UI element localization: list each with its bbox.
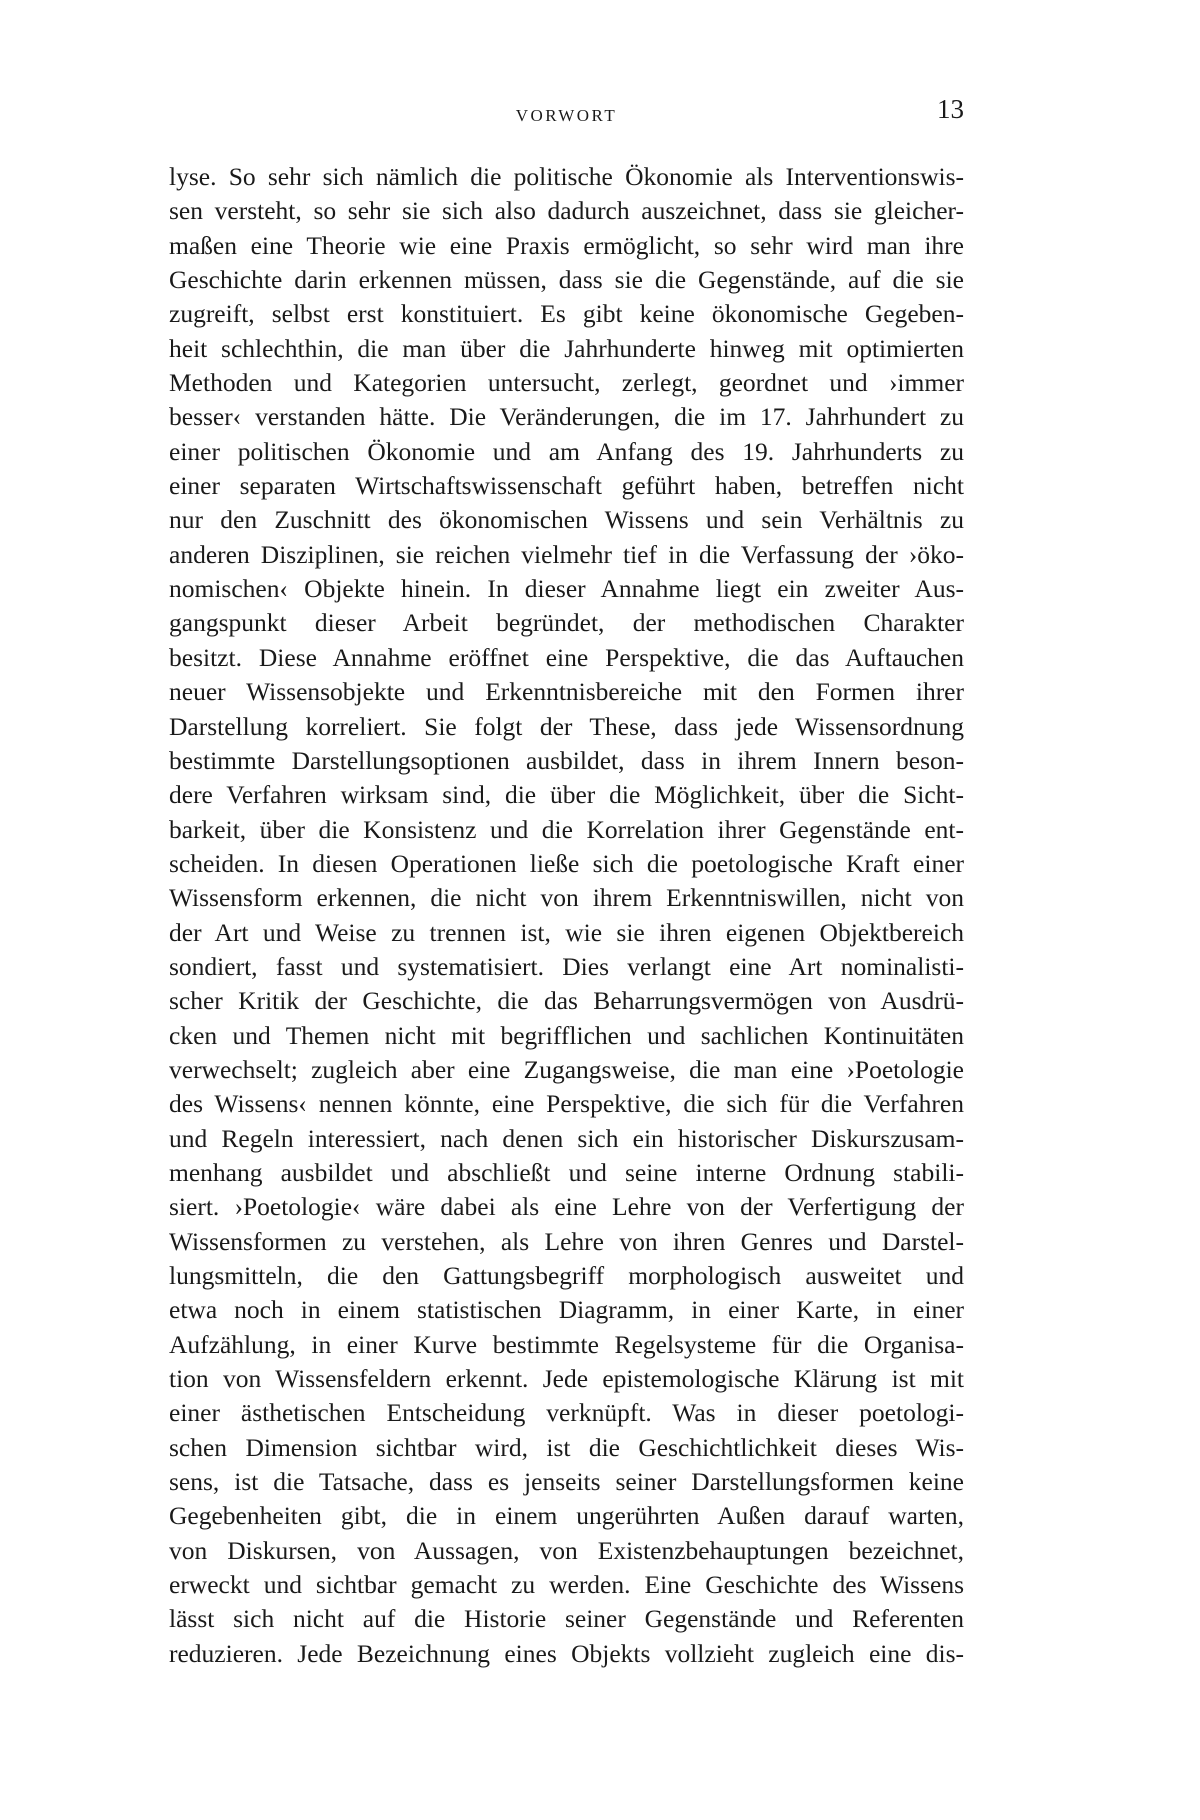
text-line: dere Verfahren wirksam sind, die über die Möglichkeit, über die Sicht- [169, 780, 964, 810]
text-line: Wissensformen zu verstehen, als Lehre von ihren Genres und Darstel- [169, 1226, 964, 1256]
text-line: besser‹ verstanden hätte. Die Veränderungen, die im 17. Jahrhundert zu [169, 402, 964, 432]
text-line: heit schlechthin, die man über die Jahrhunderte hinweg mit optimierten [169, 333, 964, 363]
text-line: barkeit, über die Konsistenz und die Korrelation ihrer Gegenstände ent- [169, 814, 964, 844]
text-line: einer ästhetischen Entscheidung verknüpft. Was in dieser poetologi- [169, 1398, 964, 1428]
text-line: der Art und Weise zu trennen ist, wie sie ihren eigenen Objektbereich [169, 917, 964, 947]
text-line: verwechselt; zugleich aber eine Zugangsweise, die man eine ›Poetologie [169, 1054, 964, 1084]
page-header [169, 94, 964, 134]
text-line: besitzt. Diese Annahme eröffnet eine Perspektive, die das Auftauchen [169, 642, 964, 672]
text-line: lyse. So sehr sich nämlich die politische Ökonomie als Interventionswis- [169, 162, 964, 191]
text-line: einer separaten Wirtschaftswissenschaft geführt haben, betreffen nicht [169, 471, 964, 501]
text-line: lässt sich nicht auf die Historie seiner Gegenstände und Referenten [169, 1604, 964, 1634]
text-line: siert. ›Poetologie‹ wäre dabei als eine Lehre von der Verfertigung der [169, 1192, 964, 1222]
text-line: des Wissens‹ nennen könnte, eine Perspektive, die sich für die Verfahren [169, 1089, 964, 1119]
text-line: lungsmitteln, die den Gattungsbegriff morphologisch ausweitet und [169, 1261, 964, 1290]
text-line: scher Kritik der Geschichte, die das Beharrungsvermögen von Ausdrü- [169, 986, 964, 1016]
text-line: menhang ausbildet und abschließt und seine interne Ordnung stabili- [169, 1157, 964, 1187]
text-line: scheiden. In diesen Operationen ließe sich die poetologische Kraft einer [169, 848, 964, 878]
text-line: sens, ist die Tatsache, dass es jenseits seiner Darstellungsformen keine [169, 1467, 964, 1497]
text-line: zugreift, selbst erst konstituiert. Es gibt keine ökonomische Gegeben- [169, 299, 964, 329]
text-line: sen versteht, so sehr sie sich also dadurch auszeichnet, dass sie gleicher- [169, 196, 964, 226]
text-line: bestimmte Darstellungsoptionen ausbildet, dass in ihrem Innern beson- [169, 745, 964, 775]
text-line: tion von Wissensfeldern erkennt. Jede epistemologische Klärung ist mit [169, 1364, 964, 1394]
text-line: Wissensform erkennen, die nicht von ihrem Erkenntniswillen, nicht von [169, 883, 964, 913]
text-line: Darstellung korreliert. Sie folgt der These, dass jede Wissensordnung [169, 711, 964, 741]
text-line: nomischen‹ Objekte hinein. In dieser Annahme liegt ein zweiter Aus- [169, 574, 964, 604]
text-line: von Diskursen, von Aussagen, von Existenzbehauptungen bezeichnet, [169, 1535, 964, 1565]
text-line: maßen eine Theorie wie eine Praxis ermöglicht, so sehr wird man ihre [169, 230, 964, 260]
text-line: etwa noch in einem statistischen Diagramm, in einer Karte, in einer [169, 1295, 964, 1325]
text-line: gangspunkt dieser Arbeit begründet, der methodischen Charakter [169, 608, 964, 638]
text-line: nur den Zuschnitt des ökonomischen Wissens und sein Verhältnis zu [169, 505, 964, 535]
running-head: VORWORT [515, 106, 618, 125]
text-line: schen Dimension sichtbar wird, ist die Geschichtlichkeit dieses Wis- [169, 1432, 964, 1462]
text-line: Geschichte darin erkennen müssen, dass sie die Gegenstände, auf die sie [169, 265, 964, 295]
text-line: Aufzählung, in einer Kurve bestimmte Regelsysteme für die Organisa- [169, 1329, 964, 1359]
text-line: und Regeln interessiert, nach denen sich ein historischer Diskurszusam- [169, 1123, 964, 1153]
text-line: sondiert, fasst und systematisiert. Dies verlangt eine Art nominalisti- [169, 951, 964, 981]
text-line: cken und Themen nicht mit begrifflichen und sachlichen Kontinuitäten [169, 1020, 964, 1050]
text-line: Methoden und Kategorien untersucht, zerlegt, geordnet und ›immer [169, 368, 964, 398]
text-line: einer politischen Ökonomie und am Anfang des 19. Jahrhunderts zu [169, 436, 964, 466]
text-line: reduzieren. Jede Bezeichnung eines Objekts vollzieht zugleich eine dis- [169, 1638, 964, 1668]
page-number: 13 [937, 94, 964, 124]
body-text [169, 160, 964, 1671]
text-line: anderen Disziplinen, sie reichen vielmehr tief in die Verfassung der ›öko- [169, 539, 964, 569]
text-line: Gegebenheiten gibt, die in einem ungerührten Außen darauf warten, [169, 1501, 964, 1531]
text-line: erweckt und sichtbar gemacht zu werden. Eine Geschichte des Wissens [169, 1570, 964, 1600]
text-line: neuer Wissensobjekte und Erkenntnisbereiche mit den Formen ihrer [169, 677, 964, 707]
